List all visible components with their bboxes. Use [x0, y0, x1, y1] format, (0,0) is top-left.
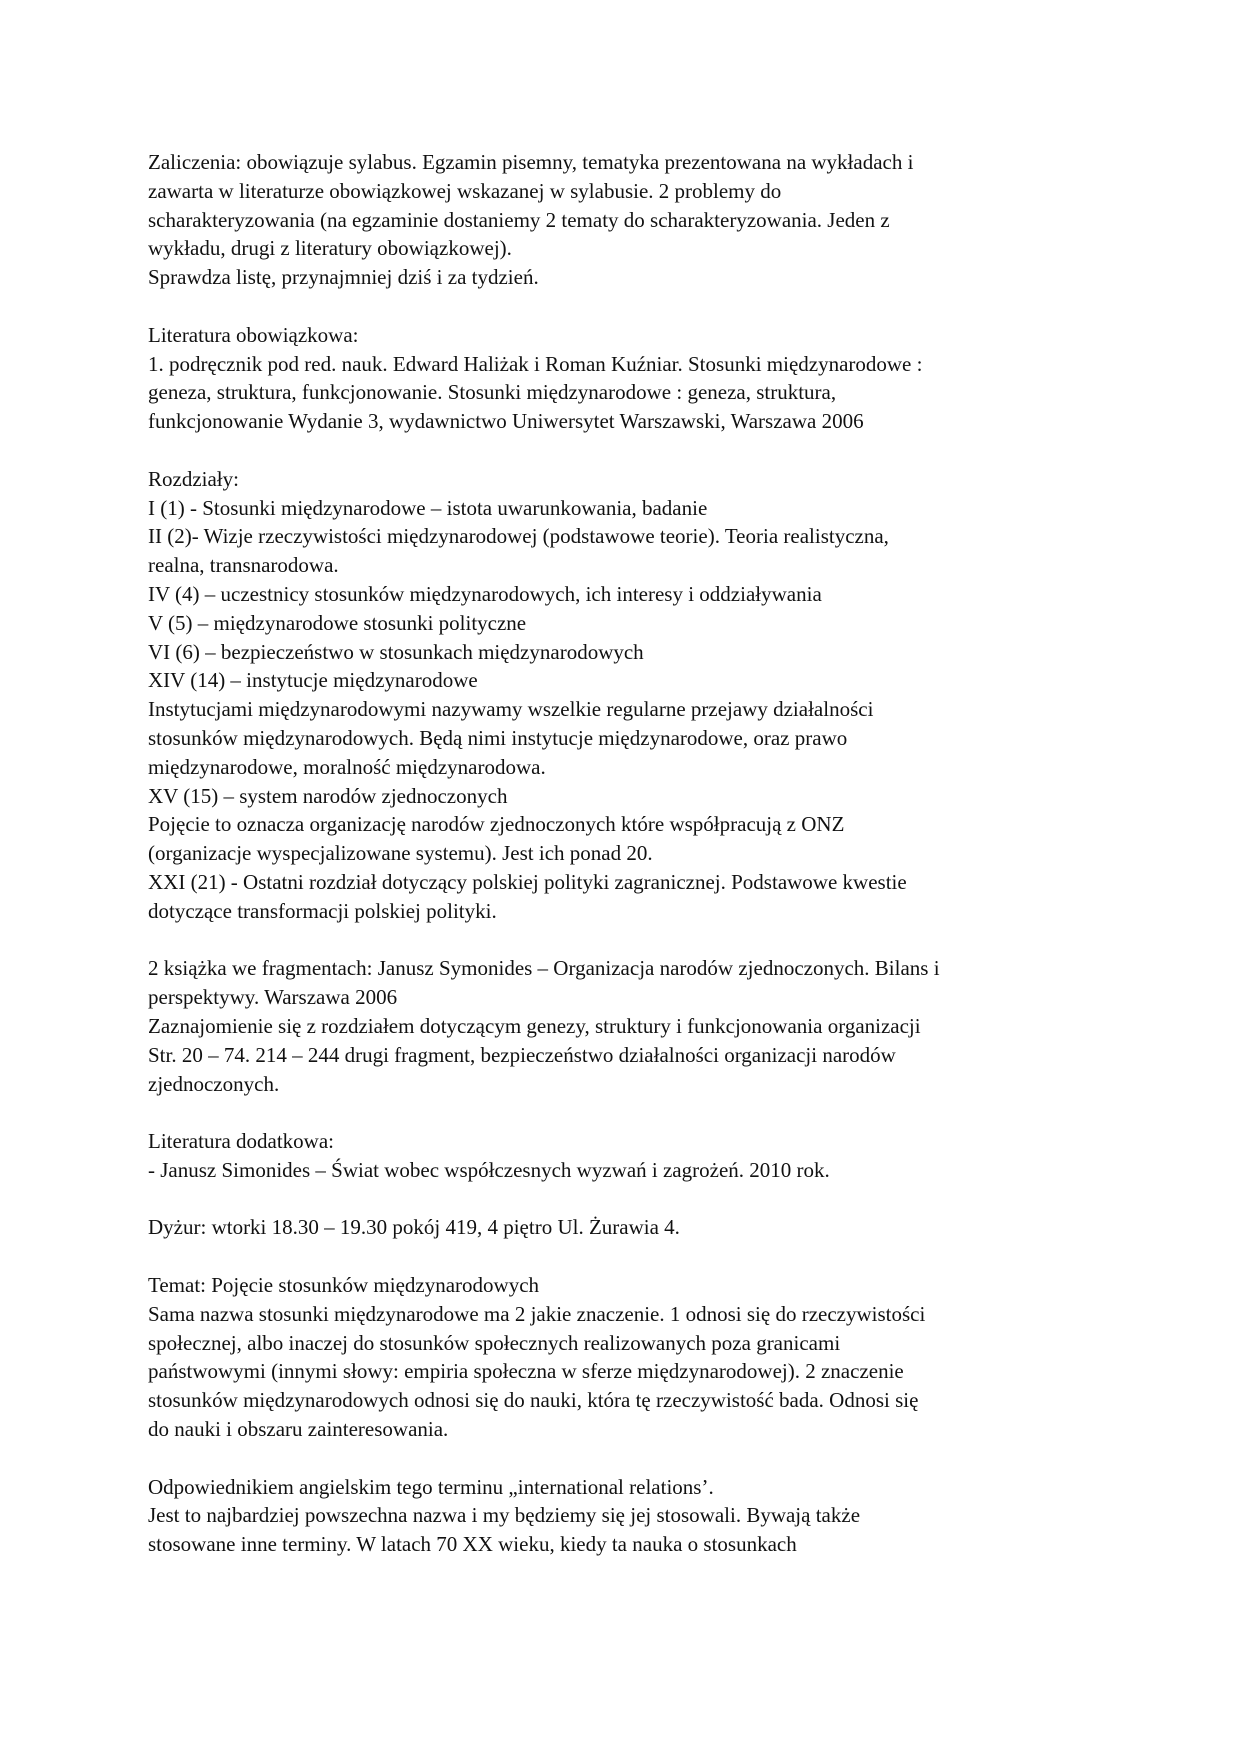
text-line: społecznej, albo inaczej do stosunków społecznych realizowanych poza granicami — [148, 1330, 841, 1355]
second-book-section — [148, 954, 1108, 1098]
text-line: Odpowiednikiem angielskim tego terminu „international relations’. — [148, 1474, 714, 1499]
paragraph-gap — [148, 1098, 1108, 1127]
paragraph-gap — [148, 926, 1108, 955]
text-line: I (1) - Stosunki międzynarodowe – istota uwarunkowania, badanie — [148, 495, 708, 520]
paragraph-gap — [148, 436, 1108, 465]
text-line: (organizacje wyspecjalizowane systemu). Jest ich ponad 20. — [148, 841, 653, 866]
text-line: realna, transnarodowa. — [148, 553, 339, 578]
text-line: państwowymi (innymi słowy: empiria społeczna w sferze międzynarodowej). 2 znaczenie — [148, 1359, 904, 1384]
paragraph-gap — [148, 1444, 1108, 1473]
text-line: - Janusz Simonides – Świat wobec współczesnych wyzwań i zagrożeń. 2010 rok. — [148, 1157, 830, 1182]
text-line: 1. podręcznik pod red. nauk. Edward Haliżak i Roman Kuźniar. Stosunki międzynarodowe : — [148, 351, 923, 376]
text-line: Sprawdza listę, przynajmniej dziś i za tydzień. — [148, 265, 539, 290]
text-line: II (2)- Wizje rzeczywistości międzynarodowej (podstawowe teorie). Teoria realistyczna, — [148, 524, 889, 549]
text-line: Jest to najbardziej powszechna nazwa i my będziemy się jej stosowali. Bywają także — [148, 1503, 861, 1528]
text-line: Sama nazwa stosunki międzynarodowe ma 2 jakie znaczenie. 1 odnosi się do rzeczywistości — [148, 1301, 926, 1326]
section-heading: Literatura dodatkowa: — [148, 1129, 335, 1154]
required-literature-section — [148, 321, 1108, 436]
text-line: Dyżur: wtorki 18.30 – 19.30 pokój 419, 4 piętro Ul. Żurawia 4. — [148, 1215, 680, 1240]
office-hours-section — [148, 1213, 1108, 1242]
topic-heading: Temat: Pojęcie stosunków międzynarodowych — [148, 1273, 540, 1298]
text-line: XV (15) – system narodów zjednoczonych — [148, 783, 508, 808]
text-line: perspektywy. Warszawa 2006 — [148, 985, 398, 1010]
text-line: międzynarodowe, moralność międzynarodowa. — [148, 754, 546, 779]
text-line: Str. 20 – 74. 214 – 244 drugi fragment, bezpieczeństwo działalności organizacji narodów — [148, 1042, 896, 1067]
text-line: stosunków międzynarodowych odnosi się do nauki, która tę rzeczywistość bada. Odnosi się — [148, 1388, 919, 1413]
text-line: XXI (21) - Ostatni rozdział dotyczący polskiej polityki zagranicznej. Podstawowe kwestie — [148, 869, 907, 894]
text-line: VI (6) – bezpieczeństwo w stosunkach międzynarodowych — [148, 639, 644, 664]
text-line: do nauki i obszaru zainteresowania. — [148, 1417, 449, 1442]
topic-section — [148, 1271, 1108, 1444]
text-line: Zaliczenia: obowiązuje sylabus. Egzamin pisemny, tematyka prezentowana na wykładach i — [148, 150, 914, 174]
section-heading: Literatura obowiązkowa: — [148, 322, 359, 347]
text-line: geneza, struktura, funkcjonowanie. Stosunki międzynarodowe : geneza, struktura, — [148, 380, 837, 405]
text-line: zawarta w literaturze obowiązkowej wskazanej w sylabusie. 2 problemy do — [148, 178, 782, 203]
intro-paragraph — [148, 148, 1108, 292]
text-line: XIV (14) – instytucje międzynarodowe — [148, 668, 478, 693]
text-line: dotyczące transformacji polskiej polityki. — [148, 898, 497, 923]
section-heading: Rozdziały: — [148, 466, 239, 491]
paragraph-gap — [148, 292, 1108, 321]
text-line: stosowane inne terminy. W latach 70 XX wieku, kiedy ta nauka o stosunkach — [148, 1532, 797, 1557]
text-line: stosunków międzynarodowych. Będą nimi instytucje międzynarodowe, oraz prawo — [148, 725, 848, 750]
text-line: 2 książka we fragmentach: Janusz Symonides – Organizacja narodów zjednoczonych. Bilans i — [148, 956, 940, 981]
chapters-section — [148, 465, 1108, 926]
text-line: Zaznajomienie się z rozdziałem dotyczącym genezy, struktury i funkcjonowania organizacji — [148, 1013, 921, 1038]
paragraph-gap — [148, 1242, 1108, 1271]
text-line: zjednoczonych. — [148, 1071, 280, 1096]
text-line: IV (4) – uczestnicy stosunków międzynarodowych, ich interesy i oddziaływania — [148, 581, 822, 606]
document-page — [148, 148, 1108, 1559]
text-line: Pojęcie to oznacza organizację narodów zjednoczonych które współpracują z ONZ — [148, 812, 845, 837]
additional-literature-section — [148, 1127, 1108, 1185]
text-line: wykładu, drugi z literatury obowiązkowej). — [148, 236, 512, 261]
paragraph-gap — [148, 1185, 1108, 1214]
text-line: funkcjonowanie Wydanie 3, wydawnictwo Uniwersytet Warszawski, Warszawa 2006 — [148, 409, 864, 434]
text-line: Instytucjami międzynarodowymi nazywamy wszelkie regularne przejawy działalności — [148, 697, 874, 722]
text-line: V (5) – międzynarodowe stosunki polityczne — [148, 610, 527, 635]
text-line: scharakteryzowania (na egzaminie dostaniemy 2 tematy do scharakteryzowania. Jeden z — [148, 207, 890, 232]
english-term-section — [148, 1473, 1108, 1559]
